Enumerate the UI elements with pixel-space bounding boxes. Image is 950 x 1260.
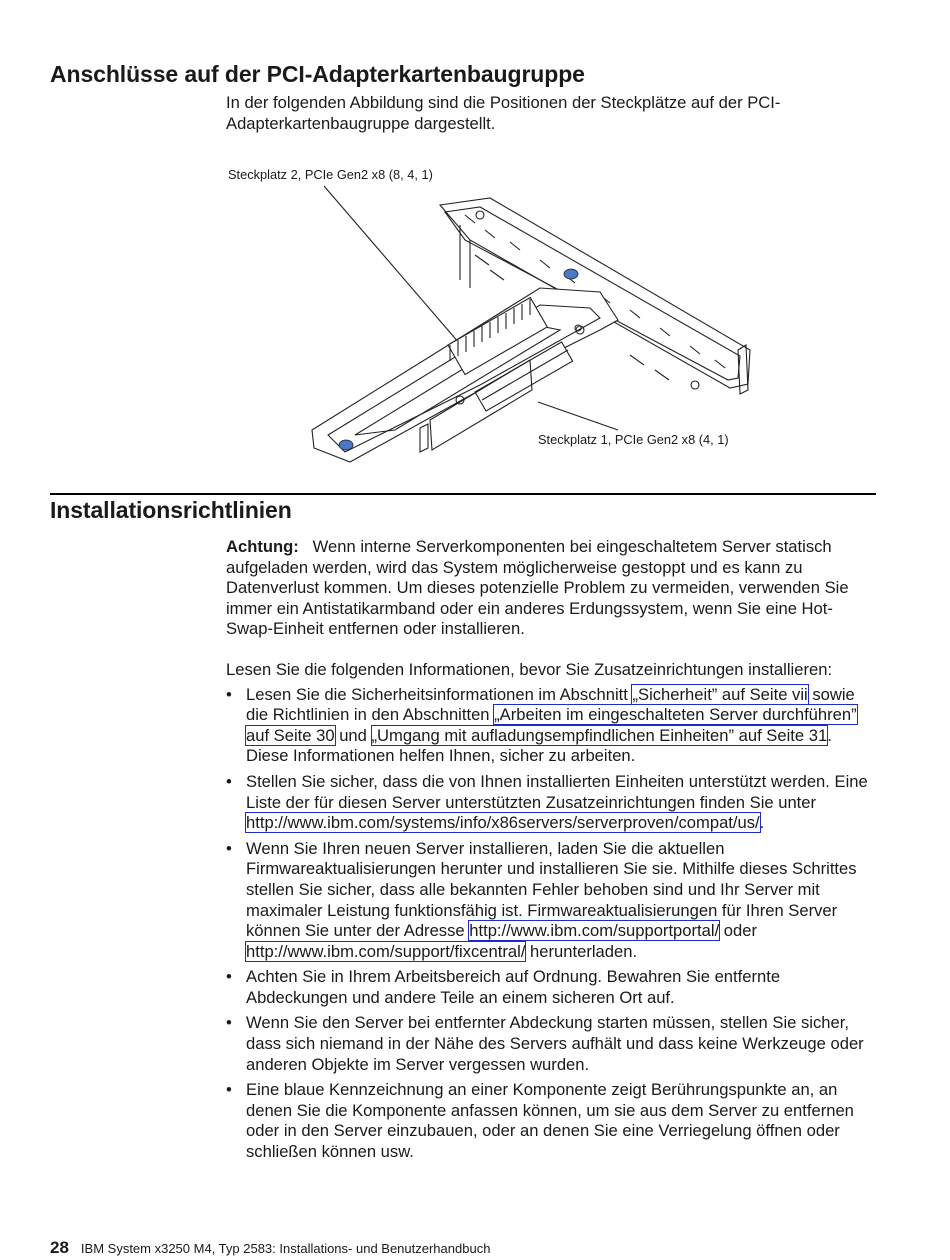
lead-paragraph: Lesen Sie die folgenden Informationen, bevor Sie Zusatzeinrichtungen installieren: <box>226 659 833 679</box>
link-arbeiten-eingeschaltet[interactable]: „Arbeiten im eingeschalteten Server durchführen” auf Seite 30 <box>246 705 857 745</box>
bullet-text: herunterladen. <box>525 941 638 961</box>
page-number: 28 <box>50 1238 69 1257</box>
page-footer <box>50 1238 490 1258</box>
section-divider <box>50 493 876 495</box>
attention-paragraph <box>226 537 876 640</box>
link-supportportal[interactable]: http://www.ibm.com/supportportal/ <box>469 921 720 941</box>
list-item <box>226 772 876 834</box>
touchpoint-lower <box>339 440 353 450</box>
bullet-text: Lesen Sie die Sicherheitsinformationen im Abschnitt <box>246 684 633 704</box>
section-intro <box>226 93 876 134</box>
touchpoint-upper <box>564 269 578 279</box>
list-item <box>226 839 876 963</box>
callout-slot-1: Steckplatz 1, PCIe Gen2 x8 (4, 1) <box>538 432 729 447</box>
guidelines-body <box>226 537 876 1168</box>
bullet-text: . <box>759 813 765 833</box>
link-aufladungsempfindlich[interactable]: „Umgang mit aufladungsempfindlichen Einheiten” auf Seite 31 <box>371 725 828 745</box>
section-title-installation-guidelines: Installationsrichtlinien <box>50 497 292 523</box>
link-fixcentral[interactable]: http://www.ibm.com/support/fixcentral/ <box>246 941 526 961</box>
bullet-text: Stellen Sie sicher, dass die von Ihnen installierten Einheiten unterstützt werden. Eine Liste der für diesen Server unterstützten Zusatzeinrichtungen finden Sie unter <box>246 771 868 812</box>
bullet-text: sowie die Richtlinien in den Abschnitten <box>246 684 855 725</box>
link-sicherheit[interactable]: „Sicherheit” auf Seite vii <box>632 684 808 704</box>
attention-text: Wenn interne Serverkomponenten bei eingeschaltetem Server statisch aufgeladen werden, wird das System möglicherweise gestoppt und es kann zu Datenverlust kommen. Um dieses potenzielle Problem zu vermeiden, verwenden Sie immer ein Antistatikarmband oder ein anderes Erdungssystem, wenn Sie eine Hot-Swap-Einheit entfernen oder installieren. <box>226 537 849 639</box>
list-item: • Eine blaue Kennzeichnung an einer Komponente zeigt Berührungspunkte an, an denen Sie die Komponente anfassen können, um sie aus dem Server zu entfernen oder in den Server einzubauen, oder an denen Sie eine Verriegelung öffnen oder schließen können usw. <box>226 1080 876 1162</box>
bullet-text: oder <box>719 921 758 941</box>
list-item: • Wenn Sie den Server bei entfernter Abdeckung starten müssen, stellen Sie sicher, dass sich niemand in der Nähe des Servers aufhält und dass keine Werkzeuge oder anderen Objekte im Server vergessen wurden. <box>226 1013 876 1075</box>
intro-paragraph: In der folgenden Abbildung sind die Positionen der Steckplätze auf der PCI-Adapterkartenbaugruppe dargestellt. <box>226 93 781 133</box>
footer-text: IBM System x3250 M4, Typ 2583: Installations- und Benutzerhandbuch <box>80 1241 491 1256</box>
riser-card-illustration <box>300 180 770 470</box>
callout-slot-2: Steckplatz 2, PCIe Gen2 x8 (8, 4, 1) <box>228 167 433 182</box>
bullet-text: Wenn Sie Ihren neuen Server installieren, laden Sie die aktuellen Firmwareaktualisierungen herunter und installieren Sie sie. Mithilfe dieses Schrittes stellen Sie sicher, dass alle bekannten Fehler behoben sind und Ihr Server mit maximaler Leistung funktionsfähig ist. Firmwareaktualisierungen für Ihren Server können Sie unter der Adresse <box>246 838 857 941</box>
leader-line-slot-1 <box>538 402 618 430</box>
link-serverproven[interactable]: http://www.ibm.com/systems/info/x86servers/serverproven/compat/us/ <box>246 813 760 833</box>
bullet-text: und <box>334 725 372 745</box>
attention-label: Achtung: <box>226 537 299 556</box>
bullet-text: . Diese Informationen helfen Ihnen, sicher zu arbeiten. <box>246 725 832 766</box>
list-item: • Achten Sie in Ihrem Arbeitsbereich auf Ordnung. Bewahren Sie entfernte Abdeckungen und andere Teile an einem sicheren Ort auf. <box>226 967 876 1008</box>
list-item <box>226 685 876 767</box>
guidelines-list <box>226 685 876 1163</box>
section-title-pci-connectors: Anschlüsse auf der PCI-Adapterkartenbaugruppe <box>50 61 585 87</box>
